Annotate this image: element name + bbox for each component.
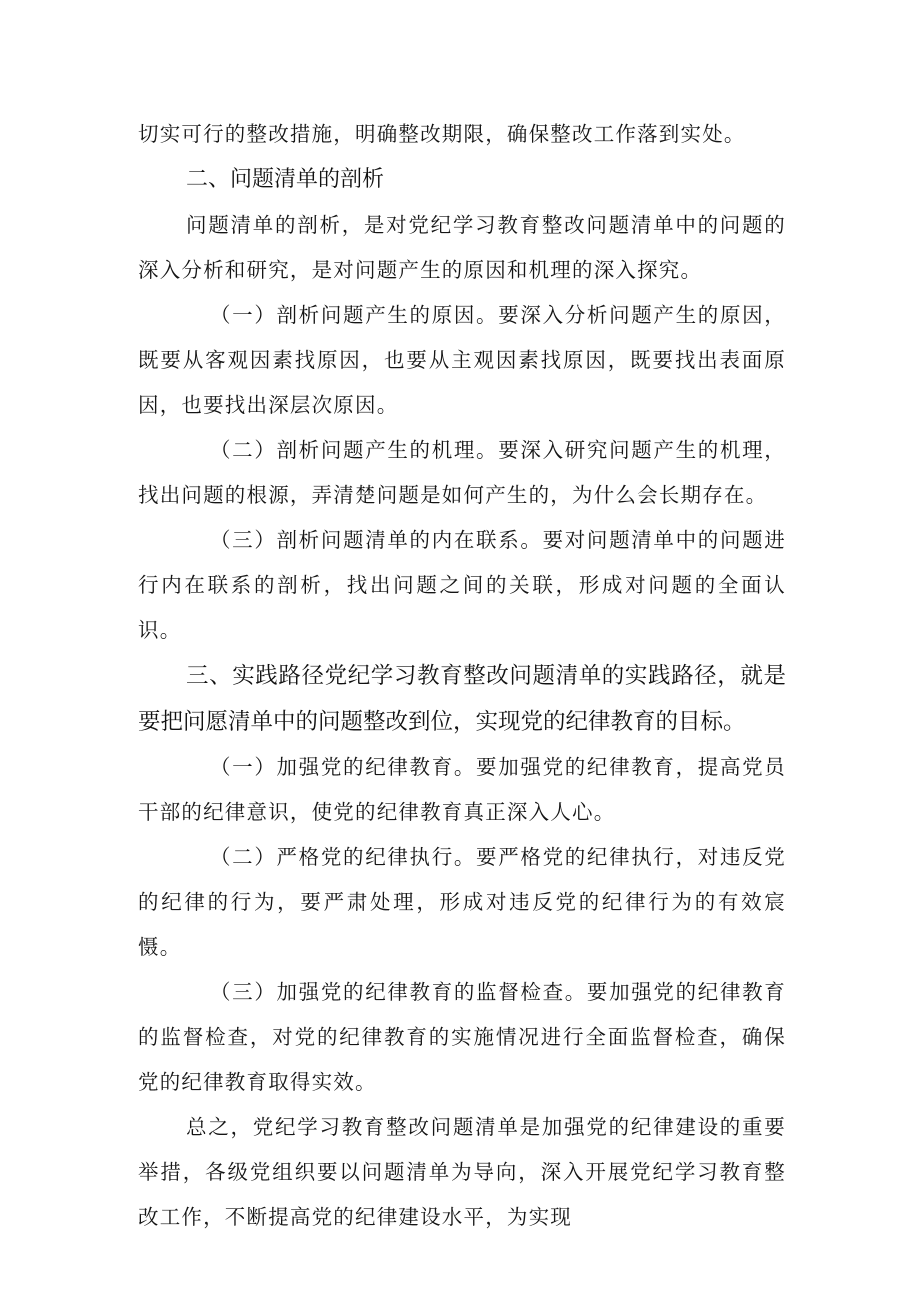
section-heading-2: 二、问题清单的剖析 <box>186 167 385 192</box>
paragraph-intro-tail: 切实可行的整改措施，明确整改期限，确保整改工作落到实处。 <box>138 122 746 146</box>
paragraph-3-2: （二）严格党的纪律执行。要严格党的纪律执行，对违反党的纪律的行为，要严肃处理，形成对违反党的纪律行为的有效宸慑。 <box>138 845 786 959</box>
paragraph-2-intro: 问题清单的剖析，是对党纪学习教育整改问题清单中的问题的深入分析和研究，是对问题产生的原因和机理的深入探究。 <box>138 213 786 282</box>
paragraph-3-1: （一）加强党的纪律教育。要加强党的纪律教育，提高党员干部的纪律意识，使党的纪律教育真正深入人心。 <box>138 755 786 824</box>
paragraph-2-1: （一）剖析问题产生的原因。要深入分析问题产生的原因，既要从客观因素找原因，也要从主观因素找原因，既要找出表面原因，也要找出深层次原因。 <box>138 303 786 417</box>
paragraph-conclusion: 总之，党纪学习教育整改问题清单是加强党的纪律建设的重要举措，各级党组织要以问题清单为导向，深入开展党纪学习教育整改工作，不断提高党的纪律建设水平，为实现 <box>138 1115 786 1229</box>
paragraph-3-3: （三）加强党的纪律教育的监督检查。要加强党的纪律教育的监督检查，对党的纪律教育的实施情况进行全面监督检查，确保党的纪律教育取得实效。 <box>138 980 786 1094</box>
paragraph-2-3: （三）剖析问题清单的内在联系。要对问题清单中的问题进行内在联系的剖析，找出问题之间的关联，形成对问题的全面认识。 <box>138 528 786 642</box>
document-body <box>138 112 786 1240</box>
paragraph-2-2: （二）剖析问题产生的机理。要深入研究问题产生的机理，找出问题的根源，弄清楚问题是如何产生的，为什么会长期存在。 <box>138 438 786 507</box>
section-heading-3: 三、实践路径党纪学习教育整改问题清单的实践路径，就是要把问愿清单中的问题整改到位，实现党的纪律教育的目标。 <box>138 663 786 735</box>
